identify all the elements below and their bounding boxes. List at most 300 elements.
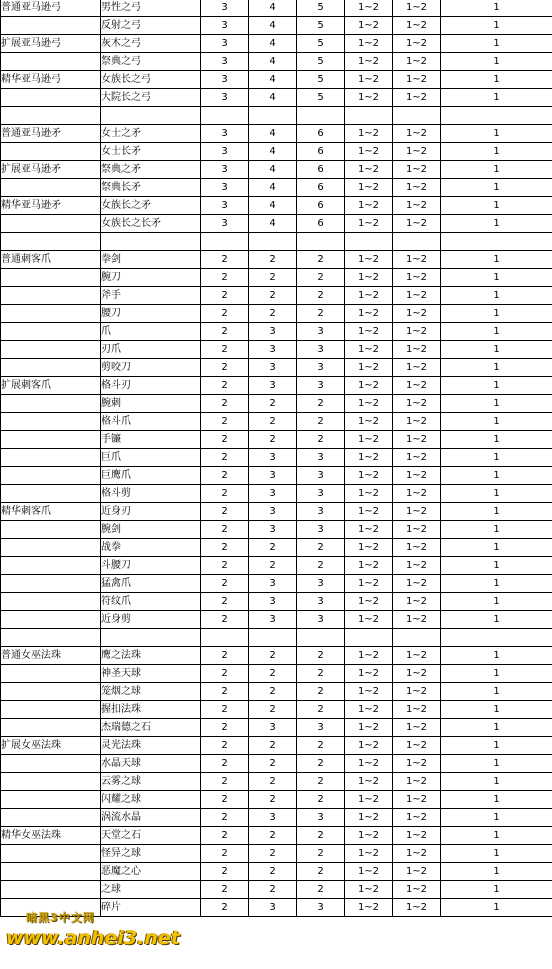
value-cell: 2 <box>249 773 297 791</box>
table-row <box>1 71 552 89</box>
value-cell: 1 <box>441 89 552 107</box>
value-cell: 1~2 <box>393 899 441 917</box>
value-cell: 2 <box>297 701 345 719</box>
value-cell: 3 <box>249 359 297 377</box>
value-cell: 1~2 <box>393 287 441 305</box>
value-cell: 4 <box>249 89 297 107</box>
category-cell: 扩展女巫法珠 <box>1 737 101 755</box>
category-cell: 精华亚马逊弓 <box>1 71 101 89</box>
value-cell: 5 <box>297 89 345 107</box>
category-cell <box>1 539 101 557</box>
value-cell: 1~2 <box>345 809 393 827</box>
value-cell: 1~2 <box>393 719 441 737</box>
value-cell: 2 <box>297 269 345 287</box>
value-cell: 1 <box>441 305 552 323</box>
value-cell: 3 <box>201 53 249 71</box>
table-row <box>1 0 552 17</box>
value-cell: 1~2 <box>345 413 393 431</box>
value-cell: 3 <box>297 467 345 485</box>
value-cell: 2 <box>249 305 297 323</box>
table-row <box>1 179 552 197</box>
table-row <box>1 593 552 611</box>
value-cell: 1~2 <box>345 35 393 53</box>
value-cell: 1~2 <box>345 791 393 809</box>
value-cell: 3 <box>249 593 297 611</box>
item-name-cell: 腕刺 <box>101 395 201 413</box>
category-cell <box>1 305 101 323</box>
value-cell: 2 <box>249 251 297 269</box>
value-cell: 3 <box>201 179 249 197</box>
value-cell: 2 <box>201 881 249 899</box>
value-cell: 1~2 <box>345 701 393 719</box>
category-cell <box>1 791 101 809</box>
value-cell: 1~2 <box>345 611 393 629</box>
value-cell: 1 <box>441 143 552 161</box>
table-row <box>1 809 552 827</box>
value-cell: 2 <box>201 377 249 395</box>
table-row <box>1 431 552 449</box>
value-cell: 3 <box>201 197 249 215</box>
value-cell: 1~2 <box>393 611 441 629</box>
table-row <box>1 737 552 755</box>
value-cell: 2 <box>297 395 345 413</box>
item-name-cell: 祭典之矛 <box>101 161 201 179</box>
value-cell: 1~2 <box>393 197 441 215</box>
item-name-cell: 斧手 <box>101 287 201 305</box>
category-cell <box>1 863 101 881</box>
value-cell: 2 <box>297 845 345 863</box>
value-cell: 2 <box>201 593 249 611</box>
item-name-cell: 斗腰刀 <box>101 557 201 575</box>
category-cell <box>1 107 101 125</box>
category-cell <box>1 233 101 251</box>
value-cell: 2 <box>201 539 249 557</box>
value-cell: 1~2 <box>393 737 441 755</box>
value-cell: 1 <box>441 809 552 827</box>
value-cell: 1~2 <box>345 485 393 503</box>
value-cell: 3 <box>297 503 345 521</box>
value-cell: 1~2 <box>345 755 393 773</box>
category-cell <box>1 413 101 431</box>
value-cell: 3 <box>297 809 345 827</box>
table-row <box>1 35 552 53</box>
value-cell: 1 <box>441 665 552 683</box>
category-cell <box>1 611 101 629</box>
value-cell: 1~2 <box>345 359 393 377</box>
value-cell: 1 <box>441 863 552 881</box>
value-cell: 1~2 <box>393 17 441 35</box>
value-cell: 2 <box>201 611 249 629</box>
value-cell: 1 <box>441 701 552 719</box>
value-cell: 2 <box>201 701 249 719</box>
value-cell: 1 <box>441 377 552 395</box>
value-cell: 1 <box>441 287 552 305</box>
value-cell: 1 <box>441 395 552 413</box>
value-cell: 3 <box>249 467 297 485</box>
value-cell <box>441 107 552 125</box>
category-cell <box>1 881 101 899</box>
value-cell: 1 <box>441 557 552 575</box>
value-cell: 1~2 <box>345 161 393 179</box>
category-cell <box>1 395 101 413</box>
value-cell: 2 <box>201 341 249 359</box>
category-cell <box>1 431 101 449</box>
value-cell: 1~2 <box>345 593 393 611</box>
value-cell: 1~2 <box>345 719 393 737</box>
value-cell: 2 <box>249 827 297 845</box>
item-name-cell: 笼烟之球 <box>101 683 201 701</box>
value-cell: 1~2 <box>393 215 441 233</box>
value-cell: 2 <box>201 251 249 269</box>
value-cell: 2 <box>249 557 297 575</box>
item-name-cell: 战拳 <box>101 539 201 557</box>
value-cell <box>297 107 345 125</box>
value-cell: 1 <box>441 35 552 53</box>
value-cell: 1 <box>441 503 552 521</box>
category-cell <box>1 845 101 863</box>
value-cell: 2 <box>249 791 297 809</box>
value-cell: 2 <box>201 827 249 845</box>
category-cell: 扩展亚马逊矛 <box>1 161 101 179</box>
value-cell: 1~2 <box>345 125 393 143</box>
value-cell: 2 <box>297 791 345 809</box>
value-cell: 2 <box>201 413 249 431</box>
table-row <box>1 485 552 503</box>
value-cell: 1~2 <box>345 845 393 863</box>
item-name-cell: 腕刀 <box>101 269 201 287</box>
value-cell: 3 <box>201 125 249 143</box>
table-row <box>1 791 552 809</box>
category-cell <box>1 809 101 827</box>
item-name-cell: 灵光法珠 <box>101 737 201 755</box>
value-cell: 2 <box>249 665 297 683</box>
item-name-cell: 格斗刃 <box>101 377 201 395</box>
value-cell: 2 <box>201 305 249 323</box>
category-cell <box>1 593 101 611</box>
value-cell: 1~2 <box>345 575 393 593</box>
value-cell: 3 <box>201 89 249 107</box>
value-cell: 1 <box>441 359 552 377</box>
value-cell: 1~2 <box>345 341 393 359</box>
item-name-cell: 猛禽爪 <box>101 575 201 593</box>
category-cell <box>1 773 101 791</box>
value-cell: 1 <box>441 161 552 179</box>
value-cell: 1~2 <box>345 683 393 701</box>
value-cell: 1 <box>441 251 552 269</box>
item-name-cell: 手镰 <box>101 431 201 449</box>
value-cell: 3 <box>249 611 297 629</box>
item-name-cell: 近身刃 <box>101 503 201 521</box>
category-cell: 精华亚马逊矛 <box>1 197 101 215</box>
value-cell: 2 <box>201 845 249 863</box>
value-cell: 2 <box>201 899 249 917</box>
category-cell <box>1 719 101 737</box>
value-cell: 6 <box>297 197 345 215</box>
value-cell: 3 <box>201 161 249 179</box>
value-cell: 1 <box>441 755 552 773</box>
value-cell: 1~2 <box>393 0 441 17</box>
value-cell: 1~2 <box>393 557 441 575</box>
value-cell: 3 <box>297 359 345 377</box>
table-row <box>1 665 552 683</box>
value-cell: 6 <box>297 161 345 179</box>
value-cell: 3 <box>249 719 297 737</box>
value-cell: 1~2 <box>393 647 441 665</box>
item-name-cell: 怪异之球 <box>101 845 201 863</box>
item-name-cell: 近身剪 <box>101 611 201 629</box>
value-cell: 3 <box>249 449 297 467</box>
value-cell: 2 <box>201 737 249 755</box>
value-cell: 4 <box>249 71 297 89</box>
value-cell: 1 <box>441 845 552 863</box>
value-cell: 1 <box>441 341 552 359</box>
value-cell: 1~2 <box>345 197 393 215</box>
value-cell: 3 <box>201 71 249 89</box>
value-cell: 1 <box>441 53 552 71</box>
value-cell: 4 <box>249 179 297 197</box>
value-cell: 1 <box>441 647 552 665</box>
value-cell: 1 <box>441 71 552 89</box>
value-cell: 6 <box>297 125 345 143</box>
item-name-cell: 之球 <box>101 881 201 899</box>
value-cell: 1~2 <box>393 593 441 611</box>
value-cell: 2 <box>297 665 345 683</box>
item-name-cell: 反射之弓 <box>101 17 201 35</box>
value-cell: 1~2 <box>393 341 441 359</box>
value-cell: 1~2 <box>393 431 441 449</box>
category-cell: 扩展亚马逊弓 <box>1 35 101 53</box>
item-name-cell <box>101 629 201 647</box>
value-cell: 1~2 <box>393 503 441 521</box>
item-name-cell: 女族长之长矛 <box>101 215 201 233</box>
value-cell <box>393 629 441 647</box>
table-row <box>1 413 552 431</box>
value-cell <box>441 233 552 251</box>
value-cell: 2 <box>249 845 297 863</box>
value-cell: 3 <box>249 377 297 395</box>
value-cell <box>297 233 345 251</box>
item-name-cell: 大院长之弓 <box>101 89 201 107</box>
table-row <box>1 827 552 845</box>
category-cell <box>1 467 101 485</box>
table-row <box>1 143 552 161</box>
value-cell: 1 <box>441 323 552 341</box>
value-cell: 1 <box>441 899 552 917</box>
table-row <box>1 755 552 773</box>
value-cell: 1~2 <box>345 539 393 557</box>
value-cell: 1~2 <box>393 413 441 431</box>
value-cell: 3 <box>249 899 297 917</box>
value-cell: 1 <box>441 881 552 899</box>
value-cell: 2 <box>297 305 345 323</box>
value-cell: 1~2 <box>345 89 393 107</box>
value-cell: 3 <box>297 593 345 611</box>
category-cell: 精华女巫法珠 <box>1 827 101 845</box>
value-cell: 1 <box>441 467 552 485</box>
value-cell: 4 <box>249 197 297 215</box>
value-cell: 1~2 <box>393 251 441 269</box>
value-cell: 1~2 <box>393 773 441 791</box>
value-cell: 1~2 <box>345 251 393 269</box>
table-row <box>1 773 552 791</box>
value-cell: 3 <box>297 899 345 917</box>
value-cell: 1 <box>441 611 552 629</box>
value-cell: 5 <box>297 35 345 53</box>
value-cell <box>249 107 297 125</box>
value-cell: 1~2 <box>393 71 441 89</box>
value-cell: 3 <box>297 719 345 737</box>
value-cell: 1~2 <box>345 0 393 17</box>
value-cell: 1 <box>441 683 552 701</box>
value-cell: 1~2 <box>345 287 393 305</box>
category-cell: 普通亚马逊弓 <box>1 0 101 17</box>
value-cell: 1~2 <box>345 467 393 485</box>
value-cell <box>393 107 441 125</box>
table-row <box>1 359 552 377</box>
value-cell: 2 <box>249 413 297 431</box>
value-cell: 1~2 <box>345 17 393 35</box>
table-row <box>1 197 552 215</box>
value-cell: 1~2 <box>393 485 441 503</box>
value-cell: 1~2 <box>345 773 393 791</box>
value-cell: 6 <box>297 215 345 233</box>
value-cell: 2 <box>249 431 297 449</box>
value-cell: 3 <box>249 341 297 359</box>
category-cell: 普通女巫法珠 <box>1 647 101 665</box>
table-row <box>1 503 552 521</box>
value-cell: 1~2 <box>345 665 393 683</box>
category-cell <box>1 449 101 467</box>
table-row <box>1 701 552 719</box>
value-cell: 3 <box>297 323 345 341</box>
value-cell: 2 <box>297 881 345 899</box>
category-cell: 普通刺客爪 <box>1 251 101 269</box>
value-cell: 1~2 <box>393 377 441 395</box>
item-name-cell: 祭典长矛 <box>101 179 201 197</box>
value-cell: 3 <box>297 341 345 359</box>
item-name-cell: 剪咬刀 <box>101 359 201 377</box>
value-cell: 1~2 <box>393 845 441 863</box>
value-cell: 4 <box>249 143 297 161</box>
value-cell: 5 <box>297 71 345 89</box>
value-cell <box>201 233 249 251</box>
value-cell: 1 <box>441 431 552 449</box>
value-cell: 1~2 <box>345 881 393 899</box>
value-cell: 3 <box>297 449 345 467</box>
value-cell: 1~2 <box>345 521 393 539</box>
value-cell: 1 <box>441 0 552 17</box>
value-cell: 1 <box>441 521 552 539</box>
category-cell <box>1 683 101 701</box>
table-row <box>1 575 552 593</box>
value-cell <box>297 629 345 647</box>
category-cell <box>1 89 101 107</box>
value-cell: 2 <box>201 287 249 305</box>
watermark-site-name: 暗黑3中文网 <box>26 911 95 924</box>
value-cell: 1 <box>441 485 552 503</box>
item-name-cell: 女族长之弓 <box>101 71 201 89</box>
table-row <box>1 269 552 287</box>
value-cell <box>393 233 441 251</box>
value-cell: 2 <box>201 467 249 485</box>
table-row <box>1 341 552 359</box>
item-name-cell: 女士之矛 <box>101 125 201 143</box>
value-cell: 2 <box>201 557 249 575</box>
item-name-cell: 格斗剪 <box>101 485 201 503</box>
value-cell: 1~2 <box>345 503 393 521</box>
value-cell: 3 <box>249 809 297 827</box>
value-cell: 1 <box>441 17 552 35</box>
value-cell: 1~2 <box>345 431 393 449</box>
value-cell: 1 <box>441 125 552 143</box>
table-body <box>1 0 552 917</box>
value-cell: 1~2 <box>393 881 441 899</box>
value-cell: 1 <box>441 449 552 467</box>
value-cell: 2 <box>201 755 249 773</box>
value-cell: 2 <box>201 431 249 449</box>
value-cell: 3 <box>201 215 249 233</box>
value-cell: 2 <box>201 395 249 413</box>
category-cell <box>1 359 101 377</box>
item-name-cell: 杰瑞德之石 <box>101 719 201 737</box>
value-cell: 2 <box>201 359 249 377</box>
value-cell: 1 <box>441 539 552 557</box>
item-name-cell: 刃爪 <box>101 341 201 359</box>
table-row <box>1 467 552 485</box>
value-cell: 1~2 <box>393 791 441 809</box>
value-cell: 1~2 <box>393 539 441 557</box>
value-cell: 1~2 <box>345 305 393 323</box>
table-row <box>1 881 552 899</box>
table-row <box>1 161 552 179</box>
table-row <box>1 305 552 323</box>
table-row <box>1 323 552 341</box>
value-cell: 2 <box>297 251 345 269</box>
value-cell: 1~2 <box>393 521 441 539</box>
value-cell: 1 <box>441 197 552 215</box>
value-cell: 1~2 <box>393 449 441 467</box>
value-cell: 1~2 <box>393 161 441 179</box>
value-cell: 2 <box>297 647 345 665</box>
item-name-cell: 天堂之石 <box>101 827 201 845</box>
value-cell: 3 <box>249 503 297 521</box>
value-cell: 2 <box>249 683 297 701</box>
value-cell: 2 <box>297 557 345 575</box>
item-name-cell <box>101 233 201 251</box>
table-row <box>1 845 552 863</box>
item-name-cell: 握扣法珠 <box>101 701 201 719</box>
value-cell: 1~2 <box>345 143 393 161</box>
item-name-cell <box>101 107 201 125</box>
value-cell: 1 <box>441 575 552 593</box>
value-cell: 2 <box>297 755 345 773</box>
value-cell: 1 <box>441 827 552 845</box>
value-cell: 1 <box>441 773 552 791</box>
value-cell: 1~2 <box>345 449 393 467</box>
value-cell: 1~2 <box>393 755 441 773</box>
value-cell: 1~2 <box>393 665 441 683</box>
value-cell: 1 <box>441 737 552 755</box>
table-row <box>1 899 552 917</box>
category-cell <box>1 215 101 233</box>
value-cell: 2 <box>201 719 249 737</box>
value-cell: 2 <box>201 647 249 665</box>
table-row <box>1 449 552 467</box>
item-name-cell: 水晶天球 <box>101 755 201 773</box>
value-cell: 1~2 <box>345 863 393 881</box>
category-cell <box>1 557 101 575</box>
value-cell: 3 <box>297 611 345 629</box>
